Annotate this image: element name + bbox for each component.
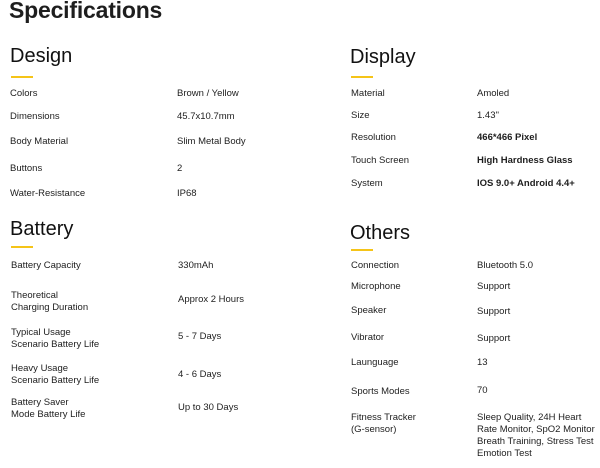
design-label-body-material: Body Material — [10, 136, 69, 147]
display-label-material: Material — [351, 88, 385, 99]
display-value-touch-screen: High Hardness Glass — [477, 155, 573, 166]
display-label-system: System — [351, 178, 383, 189]
design-value-buttons: 2 — [177, 163, 183, 174]
display-accent-line — [351, 76, 373, 78]
display-title: Display — [350, 46, 416, 68]
design-title: Design — [10, 45, 73, 67]
battery-accent-line — [11, 246, 33, 248]
battery-value-capacity: 330mAh — [178, 260, 214, 271]
display-value-size: 1.43'' — [477, 110, 500, 121]
others-title: Others — [350, 222, 411, 244]
display-label-touch-screen: Touch Screen — [351, 155, 410, 166]
battery-value-typical-usage: 5 - 7 Days — [178, 331, 222, 342]
display-value-material: Amoled — [477, 88, 510, 99]
battery-label-saver-mode: Battery Saver Mode Battery Life — [11, 397, 86, 420]
battery-label-capacity: Battery Capacity — [11, 260, 81, 271]
display-label-resolution: Resolution — [351, 132, 396, 143]
design-value-water-resistance: IP68 — [177, 188, 197, 199]
page-title: Specifications — [9, 0, 163, 23]
battery-label-typical-usage: Typical Usage Scenario Battery Life — [11, 327, 100, 350]
others-label-vibrator: Vibrator — [351, 332, 385, 343]
others-value-connection: Bluetooth 5.0 — [477, 260, 533, 271]
battery-label-heavy-usage: Heavy Usage Scenario Battery Life — [11, 363, 100, 386]
design-label-colors: Colors — [10, 88, 38, 99]
battery-label-charging-duration: Theoretical Charging Duration — [11, 290, 89, 313]
others-label-sports-modes: Sports Modes — [351, 386, 410, 397]
others-label-speaker: Speaker — [351, 305, 387, 316]
design-label-dimensions: Dimensions — [10, 111, 60, 122]
others-label-language: Launguage — [351, 357, 399, 368]
design-value-colors: Brown / Yellow — [177, 88, 239, 99]
others-accent-line — [351, 249, 373, 251]
battery-title: Battery — [10, 218, 74, 240]
others-value-vibrator: Support — [477, 333, 511, 344]
others-value-sports-modes: 70 — [477, 385, 488, 396]
design-label-water-resistance: Water-Resistance — [10, 188, 86, 199]
display-label-size: Size — [351, 110, 370, 121]
others-value-language: 13 — [477, 357, 488, 368]
others-label-connection: Connection — [351, 260, 400, 271]
others-value-microphone: Support — [477, 281, 511, 292]
display-value-resolution: 466*466 Pixel — [477, 132, 538, 143]
others-value-speaker: Support — [477, 306, 511, 317]
others-label-microphone: Microphone — [351, 281, 401, 292]
battery-value-heavy-usage: 4 - 6 Days — [178, 369, 222, 380]
design-value-body-material: Slim Metal Body — [177, 136, 246, 147]
others-value-fitness-tracker: Sleep Quality, 24H Heart Rate Monitor, SpO2 Monitor Breath Training, Stress Test Emotion Test — [477, 412, 595, 459]
display-value-system: IOS 9.0+ Android 4.4+ — [477, 178, 575, 189]
others-label-fitness-tracker: Fitness Tracker (G-sensor) — [351, 412, 416, 435]
battery-value-charging-duration: Approx 2 Hours — [178, 294, 245, 305]
design-accent-line — [11, 76, 33, 78]
design-value-dimensions: 45.7x10.7mm — [177, 111, 235, 122]
battery-value-saver-mode: Up to 30 Days — [178, 402, 239, 413]
design-label-buttons: Buttons — [10, 163, 43, 174]
